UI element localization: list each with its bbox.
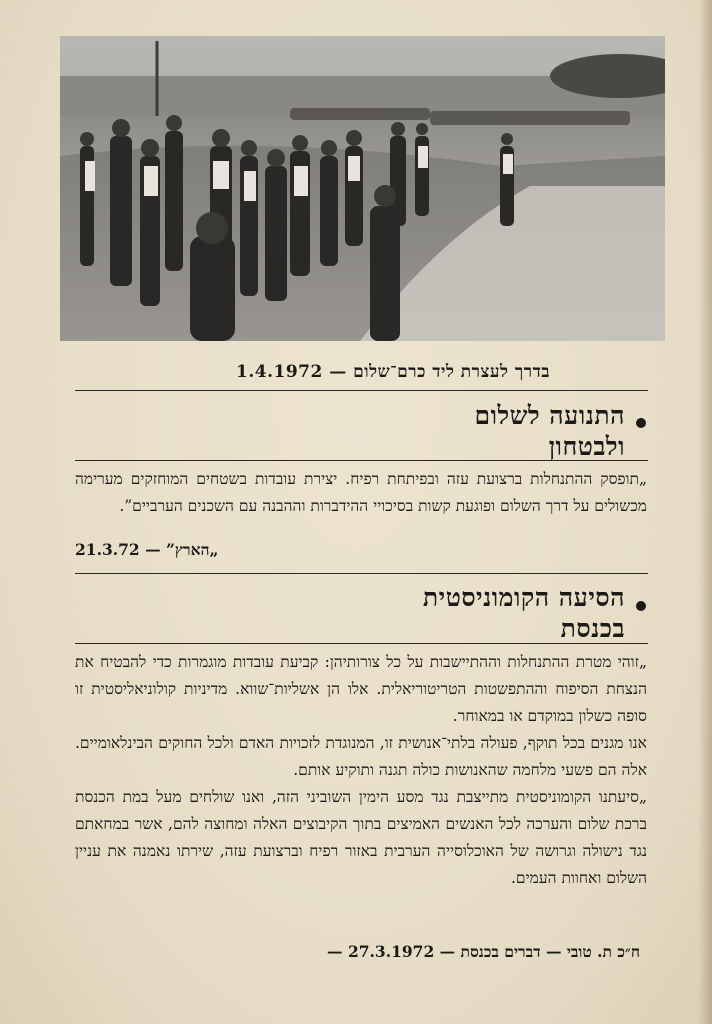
quote-haaretz <box>75 466 647 520</box>
section-heading-communist-faction <box>300 582 625 644</box>
quote-source: „הארץ” — 21.3.72 <box>75 540 219 559</box>
section-bullet <box>636 601 646 611</box>
divider <box>75 643 648 644</box>
heading-line: הסיעה הקומוניסטית <box>422 583 625 612</box>
statement-source: ח״כ ת. טובי — דברים בכנסת — 27.3.1972 — <box>327 942 640 961</box>
statement-paragraph: „סיעתנו הקומוניסטית מתייצבת נגד מסע הימין השוביני הזה, ואנו שולחים מעל במת הכנסת ברכת שלום והערכה לכל האנשים האמיצים בתוך הקיבוצים האלה ומחוצה להם, אשר במחאתם נגד נישולה וגרושה של האוכלוסייה הערבית באזור רפיח וברצועת עזה, שירתו נאמנה את עניין השלום ואחוות העמים. <box>75 788 647 887</box>
statement-paragraph: אנו מגנים בכל תוקף, פעולה בלתי־אנושית זו, המנוגדת לזכויות האדם ולכל החוקים הבינלאומיים. אלה הם פשעי מלחמה שהאנושות כולה תגנה ותוקיע אותם. <box>75 734 647 779</box>
statement-paragraph: „זוהי מטרת ההתנחלות וההתיישבות על כל צורותיהן: קביעת עובדות מוגמרות כדי להבטיח את הנצחת הסיפוח וההתפשטות הטריטוריאלית. אלו הן אשליות־שווא. מדיניות קולוניאליסטית זו סופה כשלון במוקדם או במאוחר. <box>75 653 647 725</box>
quote-text: „תופסק ההתנחלות ברצועת עזה ובפיתחת רפיח. יצירת עובדות בשטחים המוחזקים מערימה מכשולים על דרך השלום ופוגעת קשות בסיכויי ההידברות וההבנה עם השכנים הערביים”. <box>75 470 647 515</box>
heading-line: התנועה לשלום <box>474 401 625 430</box>
divider <box>75 573 648 574</box>
knesset-statement <box>75 649 647 892</box>
photo-caption: בדרך לעצרת ליד כרם־שלום — 1.4.1972 <box>236 362 550 382</box>
heading-line: בכנסת <box>560 614 625 643</box>
section-heading-peace-security-movement <box>300 400 625 462</box>
protest-march-photo <box>60 36 665 341</box>
page-edge-shadow <box>698 0 712 1024</box>
divider <box>75 460 648 461</box>
heading-line: ולבטחון <box>548 432 625 461</box>
divider <box>75 390 648 391</box>
section-bullet <box>636 418 646 428</box>
